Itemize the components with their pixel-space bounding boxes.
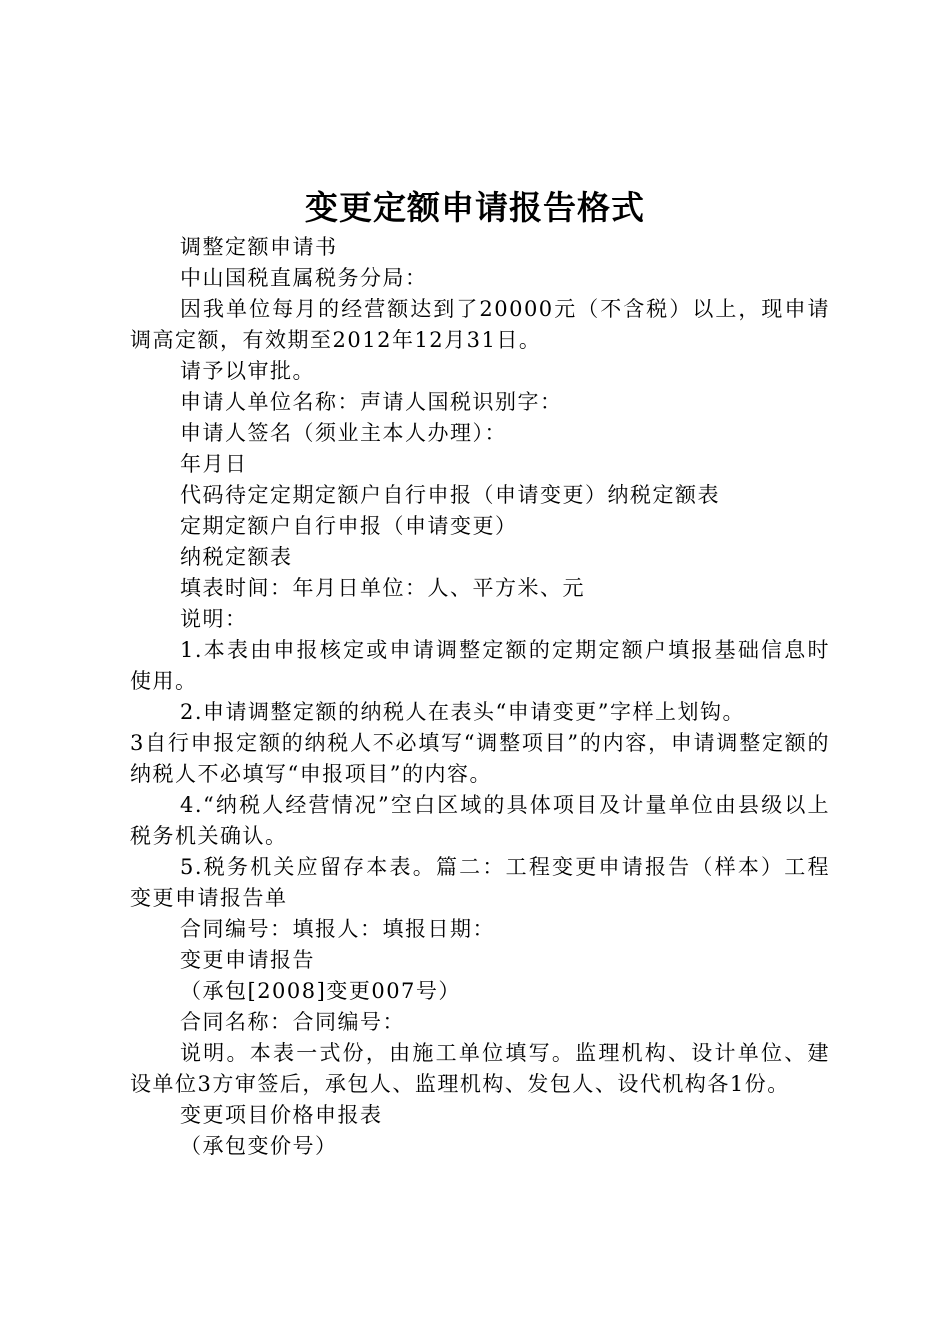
paragraph-code: 代码待定定期定额户自行申报（申请变更）纳税定额表 (180, 483, 720, 507)
paragraph-price-number: （承包变价号） (180, 1134, 338, 1158)
paragraph-request: 因我单位每月的经营额达到了20000元（不含税）以上，现申请调高定额，有效期至2012年12月31日。 (130, 297, 830, 352)
paragraph-addressee: 中山国税直属税务分局： (180, 266, 428, 290)
paragraph-explanation: 说明。本表一式份，由施工单位填写。监理机构、设计单位、建设单位3方审签后，承包人、监理机构、发包人、设代机构各1份。 (130, 1041, 830, 1096)
paragraph-note-2: 2.申请调整定额的纳税人在表头“申请变更”字样上划钩。 (180, 700, 746, 724)
paragraph-note-5: 5.税务机关应留存本表。篇二：工程变更申请报告（样本）工程变更申请报告单 (130, 855, 830, 910)
paragraph-notes-label: 说明： (180, 607, 248, 631)
paragraph-change-number: （承包[2008]变更007号） (180, 979, 461, 1003)
paragraph-heading: 调整定额申请书 (180, 235, 338, 259)
paragraph-price-form: 变更项目价格申报表 (180, 1103, 383, 1127)
paragraph-date: 年月日 (180, 452, 248, 476)
paragraph-form-subtitle: 纳税定额表 (180, 545, 293, 569)
paragraph-contract-info: 合同编号：填报人：填报日期： (180, 917, 495, 941)
paragraph-fill-time: 填表时间：年月日单位：人、平方米、元 (180, 576, 585, 600)
paragraph-applicant-unit: 申请人单位名称：声请人国税识别字： (180, 390, 563, 414)
paragraph-note-1: 1.本表由申报核定或申请调整定额的定期定额户填报基础信息时使用。 (130, 638, 830, 693)
paragraph-change-report: 变更申请报告 (180, 948, 315, 972)
document-body (130, 232, 830, 1162)
paragraph-contract-name: 合同名称：合同编号： (180, 1010, 405, 1034)
paragraph-note-3: 3自行申报定额的纳税人不必填写“调整项目”的内容，申请调整定额的纳税人不必填写“申报项目”的内容。 (130, 731, 830, 786)
paragraph-note-4: 4.“纳税人经营情况”空白区域的具体项目及计量单位由县级以上税务机关确认。 (130, 793, 830, 848)
paragraph-form-title: 定期定额户自行申报（申请变更） (180, 514, 518, 538)
paragraph-applicant-signature: 申请人签名（须业主本人办理）： (180, 421, 507, 445)
document-title: 变更定额申请报告格式 (305, 188, 645, 227)
paragraph-approval: 请予以审批。 (180, 359, 315, 383)
